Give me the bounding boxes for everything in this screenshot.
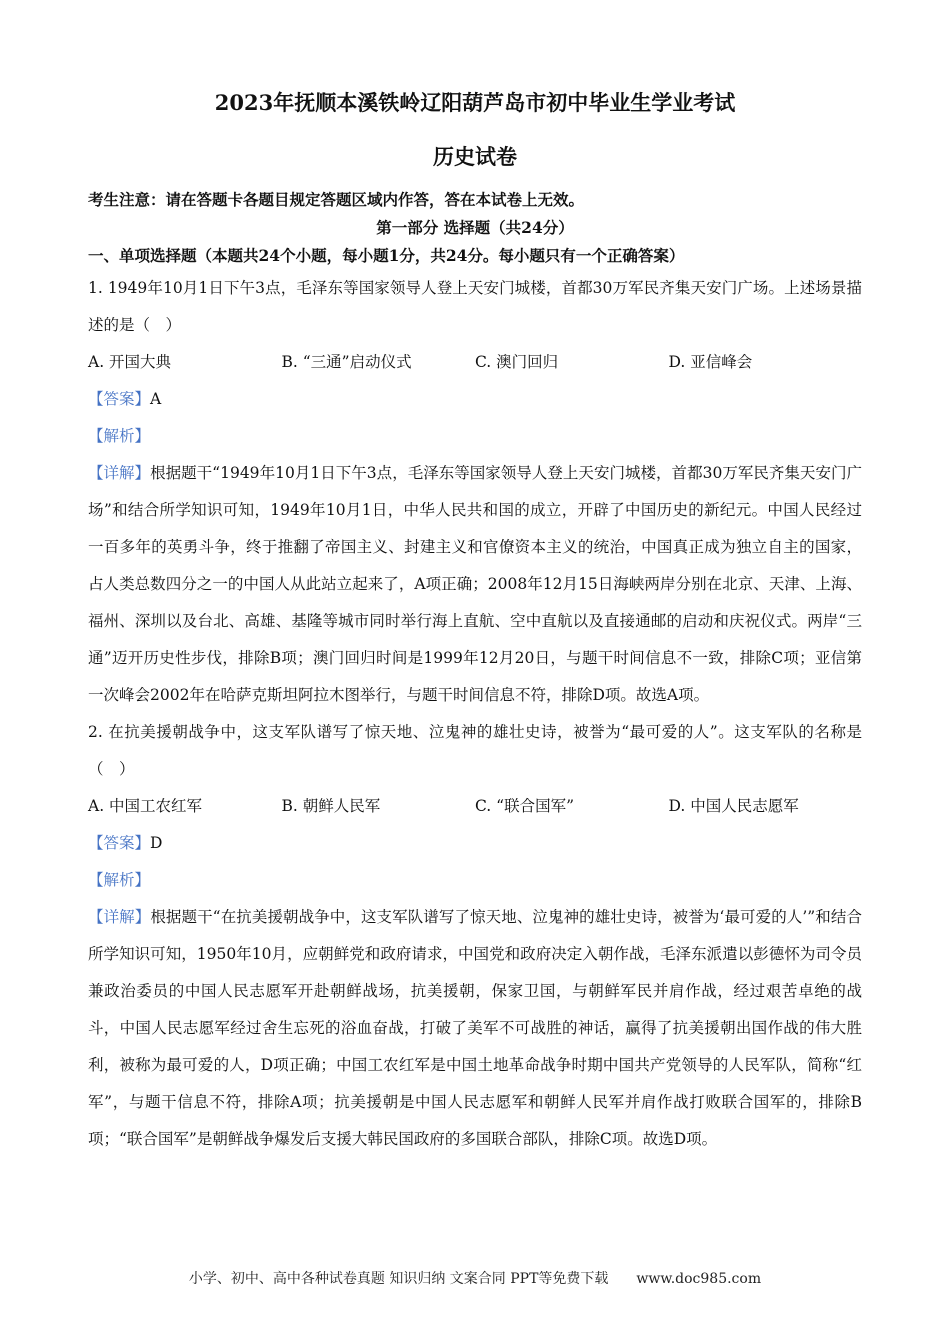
question-stem: 1. 1949年10月1日下午3点，毛泽东等国家领导人登上天安门城楼，首都30万军民齐集天安门广场。上述场景描述的是（ ） xyxy=(88,279,862,334)
detail-paragraph xyxy=(88,899,862,1158)
exam-title: 2023年抚顺本溪铁岭辽阳葫芦岛市初中毕业生学业考试 xyxy=(214,90,736,115)
exam-subtitle: 历史试卷 xyxy=(433,144,517,169)
option-c: C. “联合国军” xyxy=(475,797,575,815)
option-row xyxy=(88,788,862,825)
answer-tag: 【答案】 xyxy=(88,390,151,408)
answer-value: A xyxy=(150,390,162,408)
answer-value: D xyxy=(150,834,163,852)
detail-text: 根据题干“在抗美援朝战争中，这支军队谱写了惊天地、泣鬼神的雄壮史诗，被誉为‘最可爱的人’”和结合所学知识可知，1950年10月，应朝鲜党和政府请求，中国党和政府决定入朝作战，毛泽东派遣以彭德怀为司令员兼政治委员的中国人民志愿军开赴朝鲜战场，抗美援朝，保家卫国，与朝鲜军民并肩作战，经过艰苦卓绝的战斗，中国人民志愿军经过舍生忘死的浴血奋战，打破了美军不可战胜的神话，赢得了抗美援朝出国作战的伟大胜利，被称为最可爱的人，D项正确；中国工农红军是中国土地革命战争时期中国共产党领导的人民军队，简称“红军”，与题干信息不符，排除A项；抗美援朝是中国人民志愿军和朝鲜人民军并肩作战打败联合国军的，排除B项；“联合国军”是朝鲜战争爆发后支援大韩民国政府的多国联合部队，排除C项。故选D项。 xyxy=(88,908,862,1148)
analysis-tag: 【解析】 xyxy=(88,427,151,445)
exam-notice: 考生注意：请在答题卡各题目规定答题区域内作答，答在本试卷上无效。 xyxy=(88,190,585,209)
option-row xyxy=(88,344,862,381)
question-block xyxy=(88,714,862,1158)
option-d: D. 亚信峰会 xyxy=(668,353,753,371)
analysis-line xyxy=(88,418,862,455)
answer-line xyxy=(88,825,862,862)
question-block xyxy=(88,270,862,714)
page-footer: 小学、初中、高中各种试卷真题 知识归纳 文案合同 PPT等免费下载 www.doc985.com xyxy=(188,1271,762,1287)
answer-tag: 【答案】 xyxy=(88,834,151,852)
detail-paragraph xyxy=(88,455,862,714)
option-d: D. 中国人民志愿军 xyxy=(668,797,799,815)
option-a: A. 中国工农红军 xyxy=(88,797,203,815)
answer-line xyxy=(88,381,862,418)
analysis-tag: 【解析】 xyxy=(88,871,151,889)
option-b: B. “三通”启动仪式 xyxy=(281,353,412,371)
option-b: B. 朝鲜人民军 xyxy=(281,797,381,815)
section-heading: 一、单项选择题（本题共24个小题，每小题1分，共24分。每小题只有一个正确答案） xyxy=(88,246,685,265)
option-a: A. 开国大典 xyxy=(88,353,172,371)
analysis-line xyxy=(88,862,862,899)
detail-tag: 【详解】 xyxy=(88,464,151,482)
detail-tag: 【详解】 xyxy=(88,908,151,926)
part-heading: 第一部分 选择题（共24分） xyxy=(376,218,574,237)
option-c: C. 澳门回归 xyxy=(475,353,559,371)
question-stem: 2. 在抗美援朝战争中，这支军队谱写了惊天地、泣鬼神的雄壮史诗，被誉为“最可爱的人”。这支军队的名称是（ ） xyxy=(88,723,862,778)
detail-text: 根据题干“1949年10月1日下午3点，毛泽东等国家领导人登上天安门城楼，首都30万军民齐集天安门广场”和结合所学知识可知，1949年10月1日，中华人民共和国的成立，开辟了中国历史的新纪元。中国人民经过一百多年的英勇斗争，终于推翻了帝国主义、封建主义和官僚资本主义的统治，中国真正成为独立自主的国家，占人类总数四分之一的中国人从此站立起来了，A项正确；2008年12月15日海峡两岸分别在北京、天津、上海、福州、深圳以及台北、高雄、基隆等城市同时举行海上直航、空中直航以及直接通邮的启动和庆祝仪式。两岸“三通”迈开历史性步伐，排除B项；澳门回归时间是1999年12月20日，与题干时间信息不一致，排除C项；亚信第一次峰会2002年在哈萨克斯坦阿拉木图举行，与题干时间信息不符，排除D项。故选A项。 xyxy=(88,464,862,704)
